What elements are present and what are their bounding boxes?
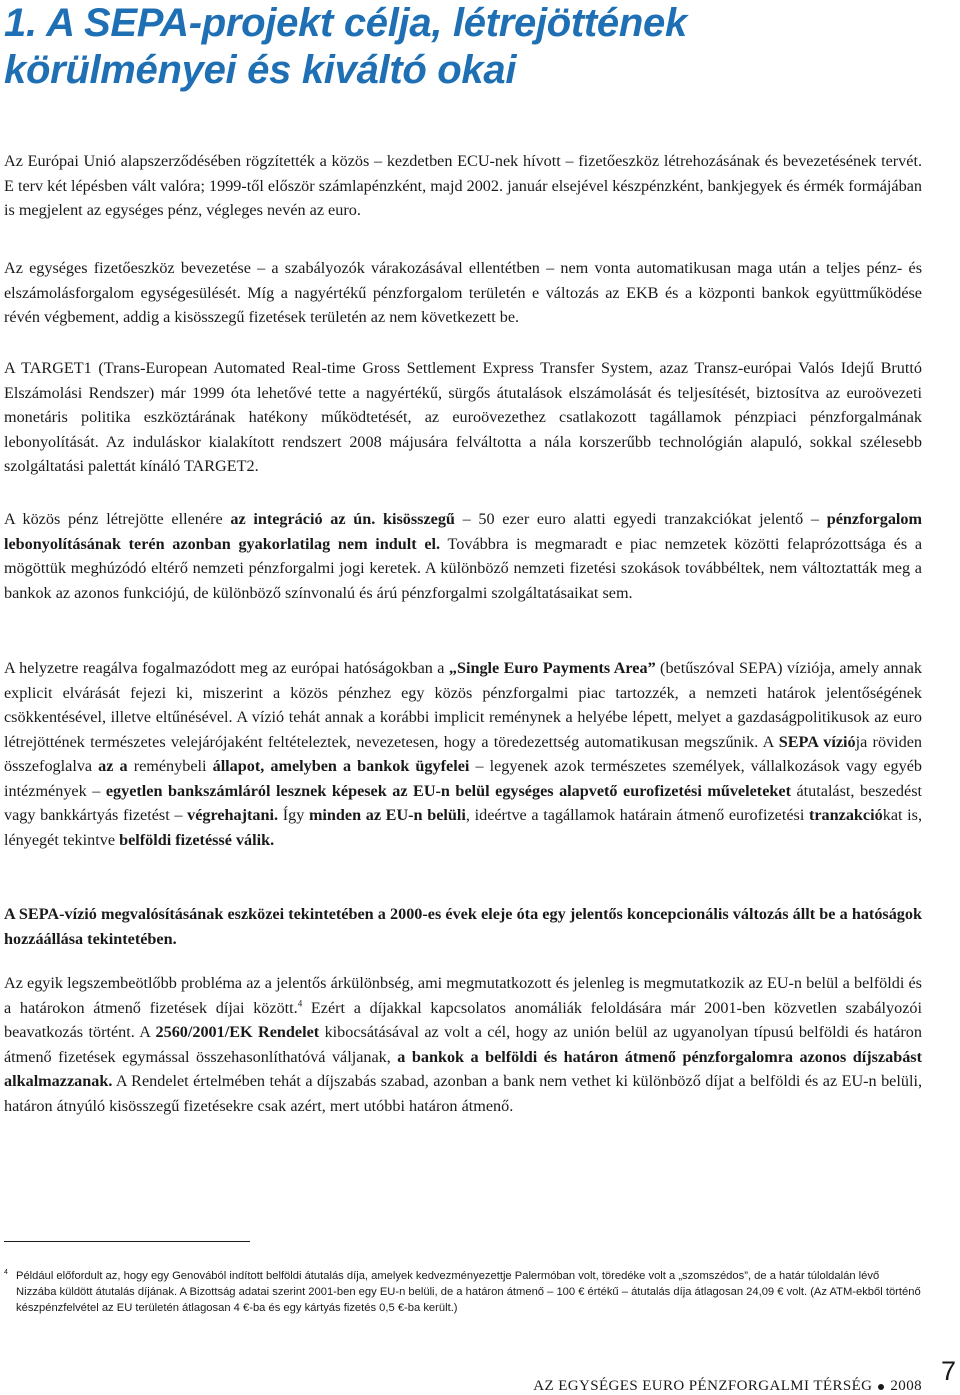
paragraph-conceptual-change: A SEPA-vízió megvalósításának eszközei tekintetében a 2000-es évek eleje óta egy jelentős koncepcionális változás állt be a hatóságok hozzáállása tekintetében. bbox=[4, 905, 922, 948]
page-title-line-1: 1. A SEPA-projekt célja, létrejöttének bbox=[4, 1, 687, 45]
footnote bbox=[4, 1268, 922, 1316]
footer-year: 2008 bbox=[890, 1378, 922, 1394]
paragraph-payment-unification: Az egységes fizetőeszköz bevezetése – a szabályozók várakozásával ellentétben – nem vonta automatikusan maga után a teljes pénz- és elszámolásforgalom egységesülését. Míg a nagyértékű pénzforgalom területén e változás az EKB és a központi bankok együttműködése révén végbement, addig a kisösszegű fizetések területén az nem következett be. bbox=[4, 259, 922, 326]
paragraph-target: A TARGET1 (Trans-European Automated Real-time Gross Settlement Express Transfer System, azaz Transz-európai Valós Idejű Bruttó Elszámolási Rendszer) már 1999 óta lehetővé tette a nagyértékű, sürgős átutalások elszámolását és teljesítését, biztosítva az euroövezeti monetáris politika eszköztárának hatékony működtetését, az euroövezethez csatlakozott tagállamok pénzpiaci pénzforgalmának lebonyolítását. Az induláskor kialakított rendszert 2008 májusára felváltotta a nála korszerűbb technológián alapuló, sokkal szélesebb szolgáltatási palettát kínáló TARGET2. bbox=[4, 359, 922, 475]
footer-bullet-icon bbox=[878, 1384, 884, 1390]
page-number: 7 bbox=[940, 1356, 956, 1386]
page-title-line-2: körülményei és kiváltó okai bbox=[4, 48, 517, 92]
paragraph-regulation: Az egyik legszembeötlőbb probléma az a jelentős árkülönbség, ami megmutatkozott és jelenleg is megmutatkozik az EU-n belül a belföldi és a határokon átmenő fizetések díjai között.$^4$ Ezért a díjakkal kapcsolatos anomáliák feloldására már 2001-ben közvetlen szabályozói beavatkozás történt. A 2560/2001/EK Rendelet kibocsátásával az volt a cél, hogy az unión belül az ugyanolyan típusú belföldi és határon átmenő fizetések egymással összehasonlíthatóvá váljanak, a bankok a belföldi és határon átmenő pénzforgalomra azonos díjszabást alkalmazzanak. A Rendelet értelmében tehát a díjszabás szabad, azonban a bank nem vethet ki különböző díjat a belföldi és az EU-n belüli, határon átnyúló kisösszegű fizetésekre csak azért, mert utóbbi határon átmenő. bbox=[4, 974, 922, 1115]
footnote-divider bbox=[4, 1241, 250, 1242]
page-title bbox=[4, 0, 954, 94]
footnote-text: Például előfordult az, hogy egy Genovából indított belföldi átutalás díja, amelyek kedvezményezettje Palermóban volt, töredéke volt a „szomszédos”, de a határ túloldalán lévő Nizzába küldött átutalás díjának. A Bizottság adatai szerint 2001-ben egy EU-n belüli, de a határon átmenő – 100 € értékű – átutalás díja átlagosan 24,09 € volt. (Az ATM-ekből történő készpénzfelvétel az EU területén átlagosan 4 €-ba és egy kártyás fizetés 0,5 €-ba került.) bbox=[16, 1270, 921, 1314]
footer-title: AZ EGYSÉGES EURO PÉNZFORGALMI TÉRSÉG bbox=[533, 1378, 873, 1394]
paragraph-retail-payments: A közös pénz létrejötte ellenére az integráció az ún. kisösszegű – 50 ezer euro alatti egyedi tranzakciókat jelentő – pénzforgalom lebonyolításának terén azonban gyakorlatilag nem indult el. Továbbra is megmaradt e piac nemzetek közötti felaprózottsága és a mögöttük meghúzódó eltérő nemzeti pénzforgalmi jogi keretek. A különböző nemzeti fizetési szokások továbbéltek, nem változtatták meg a bankok az azonos funkciójú, de különböző színvonalú és árú pénzforgalmi szolgáltatásaikat sem. bbox=[4, 510, 922, 602]
paragraph-intro: Az Európai Unió alapszerződésében rögzítették a közös – kezdetben ECU-nek hívott – fizetőeszköz létrehozásának és bevezetésének tervét. E terv két lépésben vált valóra; 1999-től először számlapénzként, majd 2002. január elsejével készpénzként, bankjegyek és érmék formájában is megjelent az egységes pénz, végleges nevén az euro. bbox=[4, 152, 922, 219]
paragraph-sepa-vision: A helyzetre reagálva fogalmazódott meg az európai hatóságokban a „Single Euro Payments Area” (betűszóval SEPA) víziója, amely annak explicit elvárását fejezi ki, miszerint a közös pénzhez egy közös pénzforgalmi piac tartozzék, a nemzeti határok jelentőségének csökkentésével, illetve eltűnésével. A vízió tehát annak a korábbi implicit reménynek a helyébe lépett, melyet a gazdaságpolitikusok az euro létrejöttének természetes velejárójaként feltételeztek, nevezetesen, hogy a töredezettség automatikusan megszűnik. A SEPA víziója röviden összefoglalva az a reménybeli állapot, amelyben a bankok ügyfelei – legyenek azok természetes személyek, vállalkozások vagy egyéb intézmények – egyetlen bankszámláról lesznek képesek az EU-n belül egységes alapvető eurofizetési műveleteket átutalást, beszedést vagy bankkártyás fizetést – végrehajtani. Így minden az EU-n belüli, ideértve a tagállamok határain átmenő eurofizetési tranzakciókat is, lényegét tekintve belföldi fizetéssé válik. bbox=[4, 659, 923, 849]
footnote-reference: 4 bbox=[297, 998, 303, 1009]
footnote-number: 4 bbox=[4, 1269, 8, 1276]
running-footer bbox=[533, 1377, 922, 1395]
